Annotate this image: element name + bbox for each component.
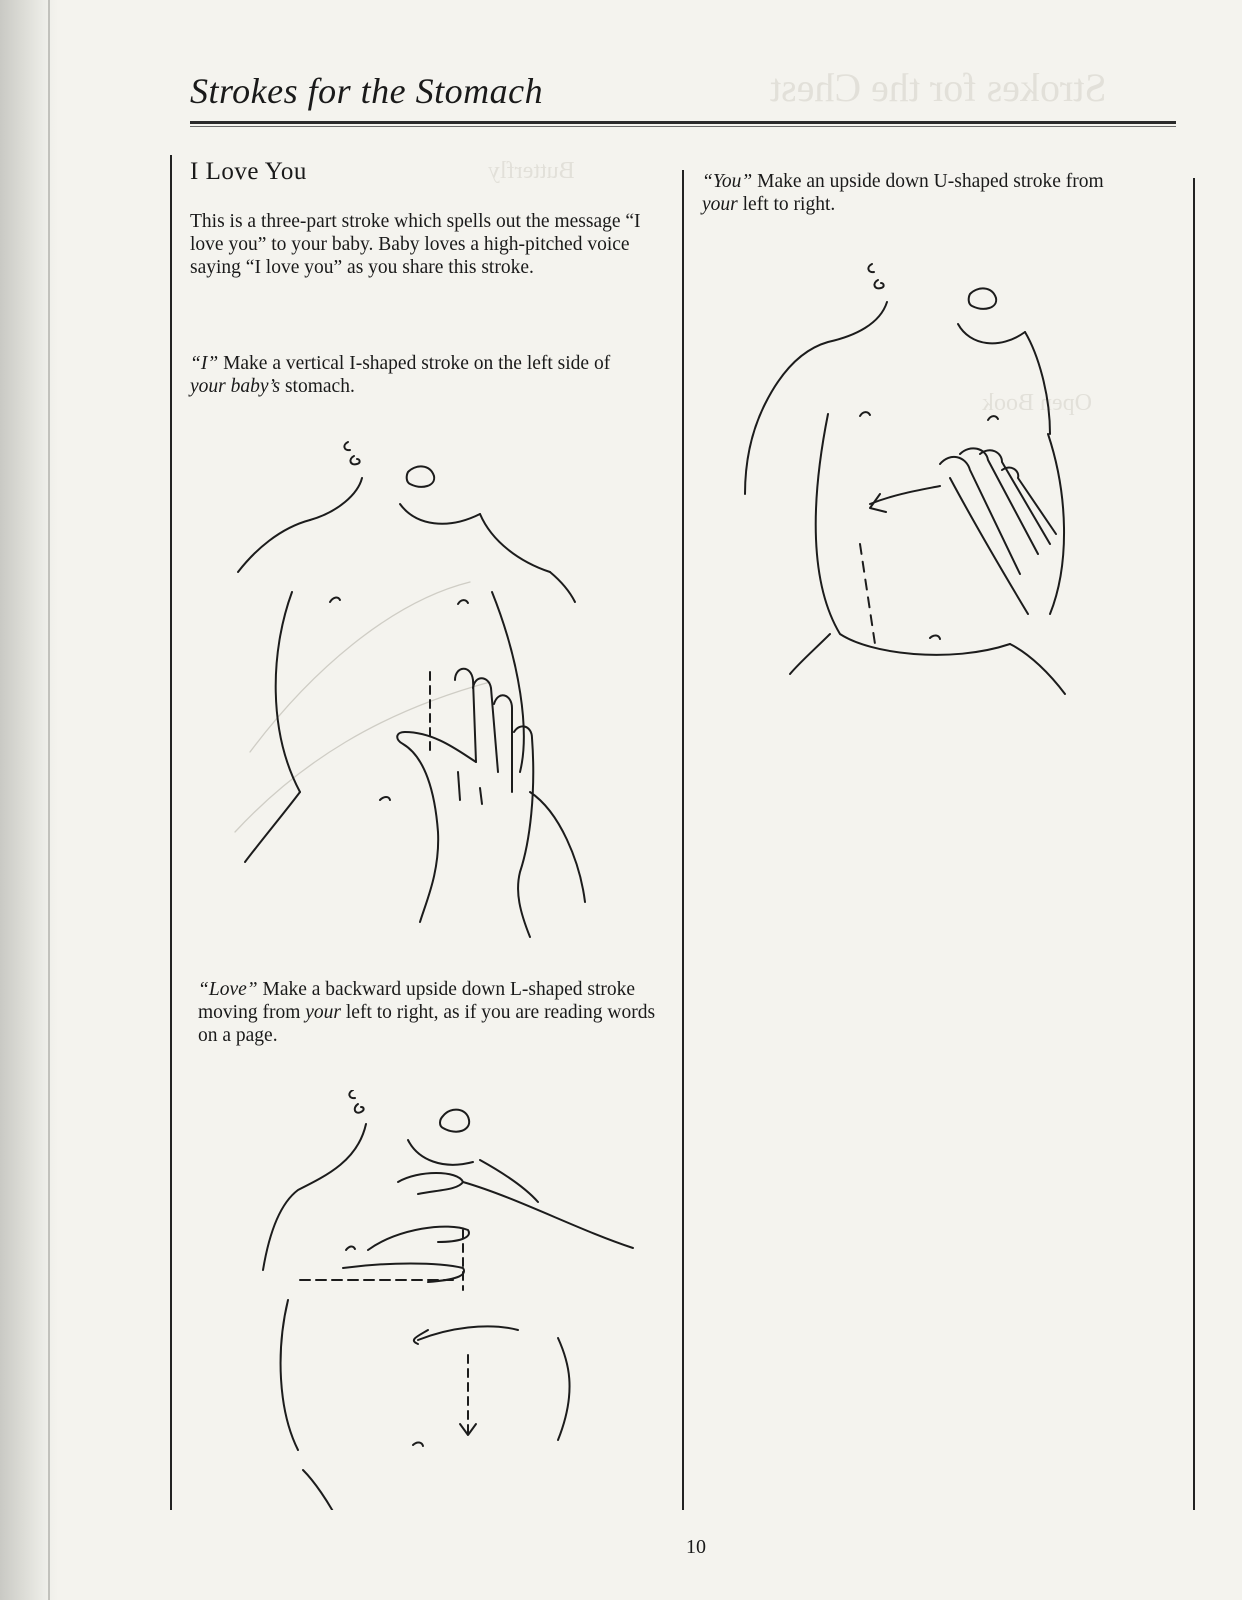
column-rule-middle <box>682 170 684 1510</box>
page-title: Strokes for the Stomach <box>190 71 544 111</box>
step-i-emphasis: your baby’s <box>190 376 281 397</box>
step-you-body: Make an upside down U-shaped stroke from <box>752 171 1104 192</box>
intro-paragraph: This is a three-part stroke which spells out the message “I love you” to your baby. Baby loves a high-pitched voice saying “I love you” as you share this stroke. <box>190 211 641 278</box>
step-love-text <box>198 978 658 1047</box>
step-i-body-end: stomach. <box>280 376 355 397</box>
illustration-i-stroke <box>230 432 610 942</box>
step-love-body: Make a backward upside down L-shaped stroke moving from <box>198 979 636 1023</box>
page-number: 10 <box>686 1536 706 1558</box>
step-you-text <box>702 170 1127 216</box>
step-i-text <box>190 352 620 398</box>
step-you-label: “You” <box>702 171 753 192</box>
section-title: I Love You <box>190 158 307 185</box>
header-rule-thin <box>190 126 1176 127</box>
bleed-through-butterfly: Butterfly <box>488 158 575 184</box>
scan-edge-line <box>48 0 50 1600</box>
column-rule-left <box>170 155 172 1510</box>
header-rule <box>190 121 1176 124</box>
illustration-love-stroke <box>258 1090 653 1510</box>
step-you-emphasis: your <box>702 194 738 215</box>
step-you-body-end: left to right. <box>737 194 836 215</box>
step-i-label: “I” <box>190 353 219 374</box>
bleed-through-title: Strokes for the Chest <box>770 65 1107 110</box>
column-rule-right <box>1193 178 1195 1510</box>
illustration-you-stroke <box>720 254 1095 714</box>
step-love-body-end: left to right, as if you are reading words on a page. <box>198 1002 656 1046</box>
step-love-emphasis: your <box>305 1002 341 1023</box>
bleed-through-open-book: Open Book <box>982 390 1092 416</box>
step-i-body: Make a vertical I-shaped stroke on the left side of <box>218 353 611 374</box>
step-love-label: “Love” <box>198 979 258 1000</box>
